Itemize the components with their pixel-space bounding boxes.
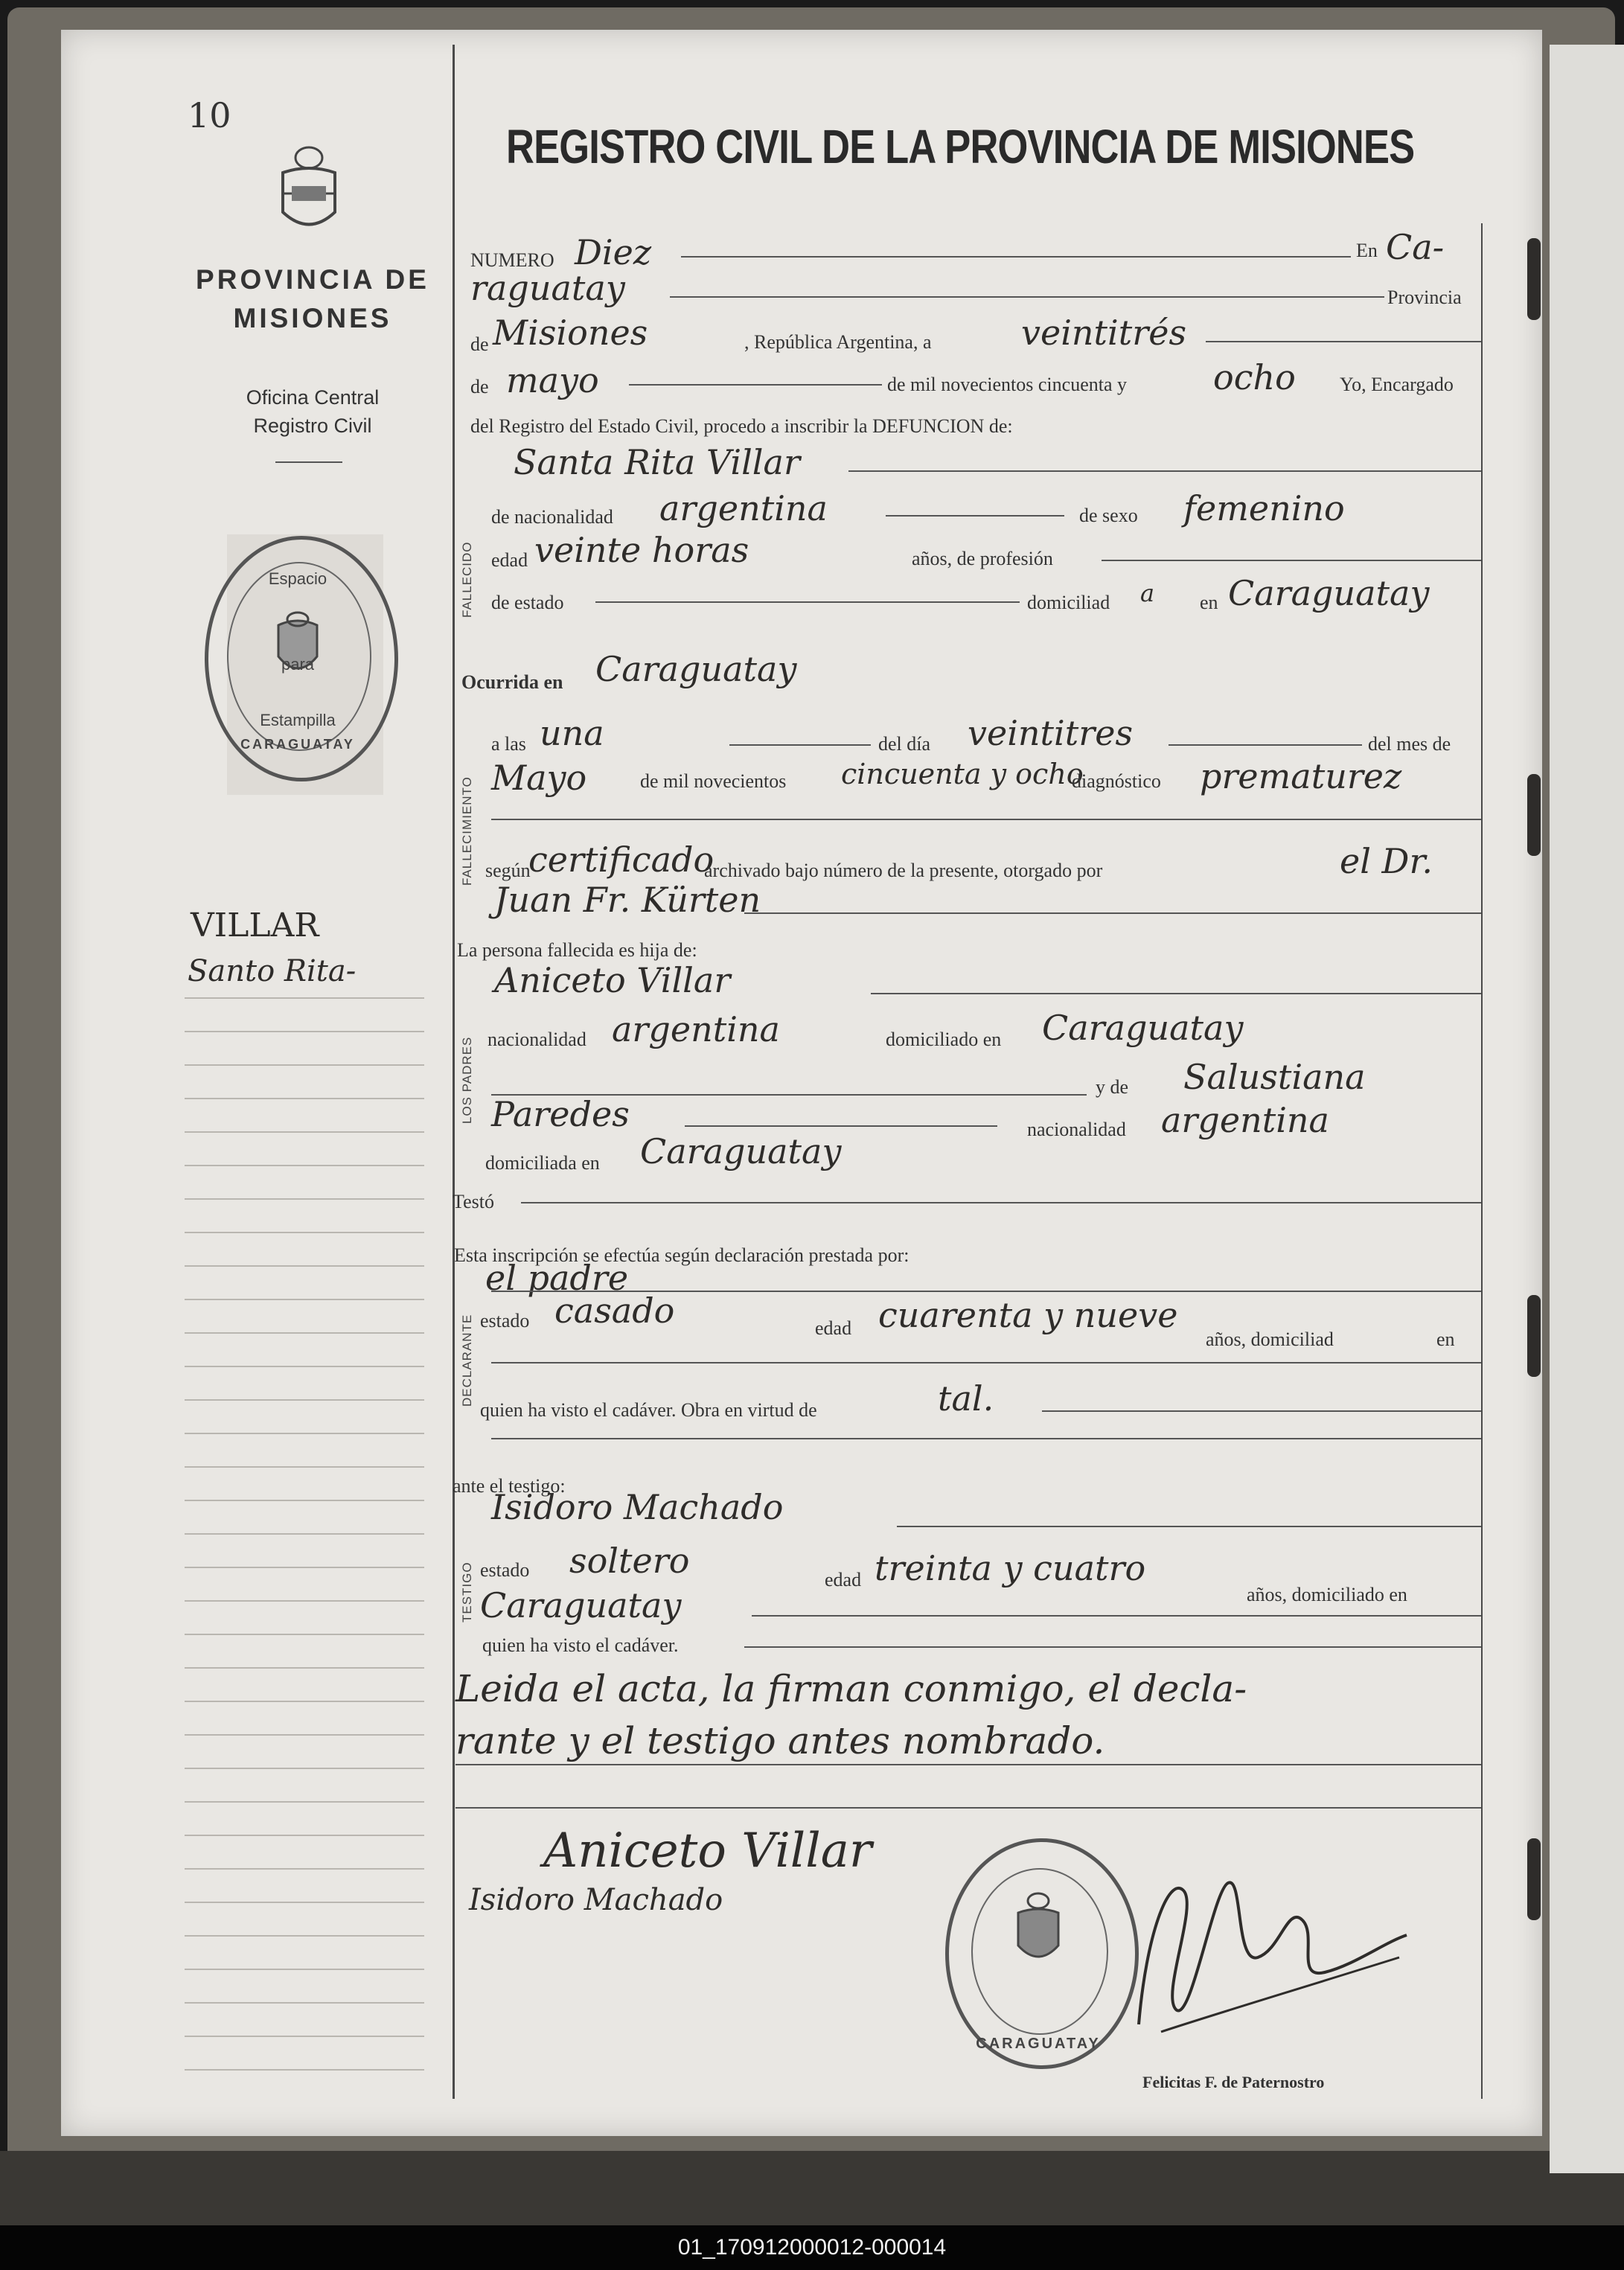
testo-label: Testó — [453, 1191, 494, 1212]
margin-rule — [185, 1466, 424, 1468]
fallecimiento-side-label: FALLECIMIENTO — [460, 776, 474, 886]
registro-label: del Registro del Estado Civil, procedo a inscribir la DEFUNCION de: — [470, 415, 1013, 437]
margin-rule — [185, 1332, 424, 1334]
padre-name: Aniceto Villar — [494, 960, 731, 1000]
fallecido-side-label: FALLECIDO — [460, 541, 474, 618]
margin-rule — [185, 1801, 424, 1803]
margin-rule — [185, 1969, 424, 1970]
margin-rule — [185, 1165, 424, 1166]
column-divider — [453, 45, 455, 2099]
madre-name1: Salustiana — [1183, 1057, 1366, 1097]
fill-line — [871, 993, 1481, 994]
virtud-value: tal. — [938, 1378, 994, 1419]
stamp-text-espacio: Espacio — [268, 569, 327, 588]
nacionalidad-value: argentina — [659, 488, 828, 528]
margin-rule — [185, 1399, 424, 1401]
provincia-label: Provincia — [1387, 287, 1462, 308]
edad-label: edad — [491, 549, 528, 571]
fill-line — [1206, 341, 1481, 342]
seal-shield-icon — [1014, 1890, 1063, 1972]
madre-domicilio: Caraguatay — [640, 1131, 842, 1171]
binding-ring — [1527, 1295, 1541, 1377]
fill-line — [455, 1807, 1481, 1809]
estado3-label: estado — [480, 1559, 530, 1581]
anio-value: cincuenta y ocho — [841, 758, 1084, 790]
coat-of-arms-icon — [277, 141, 341, 238]
fill-line — [1102, 560, 1481, 561]
margin-rule — [185, 1600, 424, 1602]
day-value: veintitrés — [1021, 313, 1187, 353]
province-heading — [179, 260, 447, 338]
fill-line — [897, 1526, 1481, 1527]
de2-label: de — [470, 376, 489, 397]
binding-ring — [1527, 774, 1541, 856]
quien2-label: quien ha visto el cadáver. — [482, 1634, 679, 1656]
en3-label: en — [1436, 1329, 1455, 1350]
delmes-label: del mes de — [1368, 733, 1451, 755]
testigo-name: Isidoro Machado — [491, 1487, 784, 1527]
margin-rule — [185, 1299, 424, 1300]
fill-line — [685, 1125, 997, 1127]
margin-rule — [185, 1634, 424, 1635]
stamp-text-estampilla: Estampilla — [260, 711, 336, 729]
provincia-value: Misiones — [493, 313, 648, 353]
edad-value: veinte horas — [534, 530, 749, 570]
margin-rule — [185, 1734, 424, 1736]
fill-line — [491, 819, 1481, 820]
medico-value2: Juan Fr. Kürten — [494, 880, 761, 920]
page-title: REGISTRO CIVIL DE LA PROVINCIA DE MISIONES — [506, 120, 1415, 173]
testigo-edad: treinta y cuatro — [875, 1548, 1146, 1588]
stamp-text-para: para — [281, 655, 315, 674]
fill-line — [1042, 1410, 1481, 1412]
en2-label: en — [1200, 592, 1218, 613]
declaracion-label: Esta inscripción se efectúa según declaración prestada por: — [454, 1244, 909, 1266]
numero-label: NUMERO — [470, 249, 554, 271]
year-value: ocho — [1213, 357, 1296, 397]
declarante-edad: cuarenta y nueve — [878, 1295, 1178, 1335]
sexo-label: de sexo — [1079, 505, 1138, 526]
signature-testigo: Isidoro Machado — [469, 1883, 723, 1917]
margin-rule — [185, 1902, 424, 1903]
margin-rule — [185, 2069, 424, 2071]
nacionalidad-madre-label: nacionalidad — [1027, 1119, 1126, 1140]
sexo-value: femenino — [1183, 488, 1345, 528]
margin-rule — [185, 1935, 424, 1937]
margin-rule — [185, 1031, 424, 1032]
edad3-label: edad — [825, 1569, 862, 1590]
fill-line — [744, 912, 1481, 914]
madre-nacionalidad: argentina — [1161, 1100, 1329, 1140]
margin-surname: VILLAR — [191, 907, 319, 944]
fill-line — [491, 1438, 1481, 1439]
fill-line — [681, 256, 1351, 258]
fill-line — [670, 296, 1384, 298]
signature-declarante: Aniceto Villar — [543, 1823, 872, 1879]
milnov-label: de mil novecientos — [640, 770, 787, 792]
republica-label: , República Argentina, a — [744, 331, 932, 353]
quien-label: quien ha visto el cadáver. Obra en virtud de — [480, 1399, 817, 1421]
official-name: Felicitas F. de Paternostro — [1142, 2073, 1325, 2091]
margin-rule — [185, 1366, 424, 1367]
mes-value: Mayo — [491, 758, 587, 798]
anos-domiciliado-label: años, domiciliado en — [1247, 1584, 1407, 1605]
closing-line1: Leida el acta, la firman conmigo, el decla- — [455, 1667, 1247, 1710]
fill-line — [848, 470, 1481, 472]
fill-line — [629, 384, 882, 386]
margin-rule — [185, 1232, 424, 1233]
anos-profesion-label: años, de profesión — [912, 548, 1053, 569]
margin-rule — [185, 1433, 424, 1434]
dia-value: veintitres — [968, 713, 1134, 753]
margin-rule — [185, 1064, 424, 1066]
madre-name2: Paredes — [491, 1094, 630, 1134]
fill-line — [886, 515, 1064, 517]
hora-value: una — [540, 713, 604, 753]
edad2-label: edad — [815, 1317, 852, 1339]
medico-value1: el Dr. — [1340, 841, 1433, 881]
margin-rule — [185, 1835, 424, 1836]
year-label: de mil novecientos cincuenta y — [887, 374, 1128, 395]
padres-side-label: LOS PADRES — [460, 1036, 474, 1124]
declarante-value: el padre — [485, 1258, 629, 1298]
province-line1: PROVINCIA DE — [196, 264, 429, 295]
place-part1: Ca- — [1386, 227, 1445, 267]
fill-line — [455, 1764, 1481, 1765]
stamp-ring-text: CARAGUATAY — [240, 737, 355, 752]
footer-id: 01_170912000012-000014 — [677, 2235, 947, 2260]
domiciliada-label: domiciliada en — [485, 1152, 600, 1174]
margin-rule — [185, 1768, 424, 1769]
certificado-value: certificado — [528, 840, 715, 880]
testigo-domicilio: Caraguatay — [480, 1585, 682, 1625]
testigo-label: ante el testigo: — [453, 1475, 566, 1497]
estado-label: de estado — [491, 592, 564, 613]
ocurrida-value: Caraguatay — [595, 649, 797, 689]
domicilio-value: Caraguatay — [1228, 573, 1430, 613]
official-signature-icon — [1116, 1846, 1414, 2039]
encargado-label: Yo, Encargado — [1340, 374, 1454, 395]
declarante-estado: casado — [554, 1291, 675, 1331]
margin-rule — [185, 1567, 424, 1568]
province-line2: MISIONES — [233, 303, 392, 333]
fallecido-name: Santa Rita Villar — [514, 442, 800, 482]
domiciliad-label: domiciliad — [1027, 592, 1110, 613]
fill-line — [729, 744, 871, 746]
anos-dom-label: años, domiciliad — [1206, 1329, 1334, 1350]
yde-label: y de — [1096, 1076, 1129, 1098]
numero-value: Diez — [575, 232, 652, 272]
margin-rule — [185, 1500, 424, 1501]
declarante-side-label: DECLARANTE — [460, 1314, 474, 1407]
diagnostico-label: diagnóstico — [1072, 770, 1161, 792]
testigo-side-label: TESTIGO — [460, 1561, 474, 1622]
margin-rule — [185, 1131, 424, 1133]
estado2-label: estado — [480, 1310, 530, 1331]
margin-rule — [185, 1667, 424, 1669]
en-label: En — [1356, 240, 1378, 261]
de-label: de — [470, 333, 489, 355]
margin-rule — [185, 1868, 424, 1870]
domiciliado-label: domiciliado en — [886, 1029, 1002, 1050]
alas-label: a las — [491, 733, 526, 755]
office-line1: Oficina Central — [246, 386, 380, 409]
diagnostico-value: prematurez — [1200, 756, 1402, 796]
fill-line — [752, 1615, 1481, 1617]
deldia-label: del día — [878, 733, 931, 755]
ocurrida-label: Ocurrida en — [461, 671, 563, 693]
nacionalidad-label: de nacionalidad — [491, 506, 613, 528]
fill-line — [595, 601, 1020, 603]
testigo-estado: soltero — [569, 1541, 690, 1581]
margin-rule — [185, 2036, 424, 2037]
margin-rule — [185, 1098, 424, 1099]
fill-line — [521, 1202, 1481, 1203]
fill-line — [744, 1646, 1481, 1648]
margin-rule — [185, 1533, 424, 1535]
padre-domicilio: Caraguatay — [1042, 1008, 1244, 1048]
office-line2: Registro Civil — [253, 415, 372, 437]
fill-line — [1169, 744, 1362, 746]
archivado-label: archivado bajo número de la presente, otorgado por — [704, 860, 1103, 881]
padre-nacionalidad: argentina — [612, 1009, 780, 1049]
segun-label: según — [485, 860, 531, 881]
month-value: mayo — [506, 360, 599, 400]
office-label — [208, 383, 417, 440]
office-rule — [275, 461, 342, 463]
right-margin-rule — [1481, 223, 1483, 2099]
nacionalidad-padre-label: nacionalidad — [487, 1029, 586, 1050]
hija-label: La persona fallecida es hija de: — [457, 939, 697, 961]
domiciliad-suffix: a — [1140, 579, 1155, 607]
margin-rule — [185, 1701, 424, 1702]
footer-bar — [0, 2225, 1624, 2270]
margin-rule — [185, 1265, 424, 1267]
binding-ring — [1527, 238, 1541, 320]
margin-rule — [185, 997, 424, 999]
closing-line2: rante y el testigo antes nombrado. — [455, 1719, 1105, 1762]
page-number: 10 — [188, 95, 231, 135]
fill-line — [491, 1362, 1481, 1363]
binding-ring — [1527, 1838, 1541, 1920]
next-page-sheet — [1550, 45, 1624, 2173]
margin-rule — [185, 1198, 424, 1200]
margin-rule — [185, 2002, 424, 2004]
margin-name: Santo Rita- — [188, 954, 357, 988]
seal-ring-text: CARAGUATAY — [976, 2036, 1101, 2052]
place-part2: raguatay — [470, 268, 625, 308]
